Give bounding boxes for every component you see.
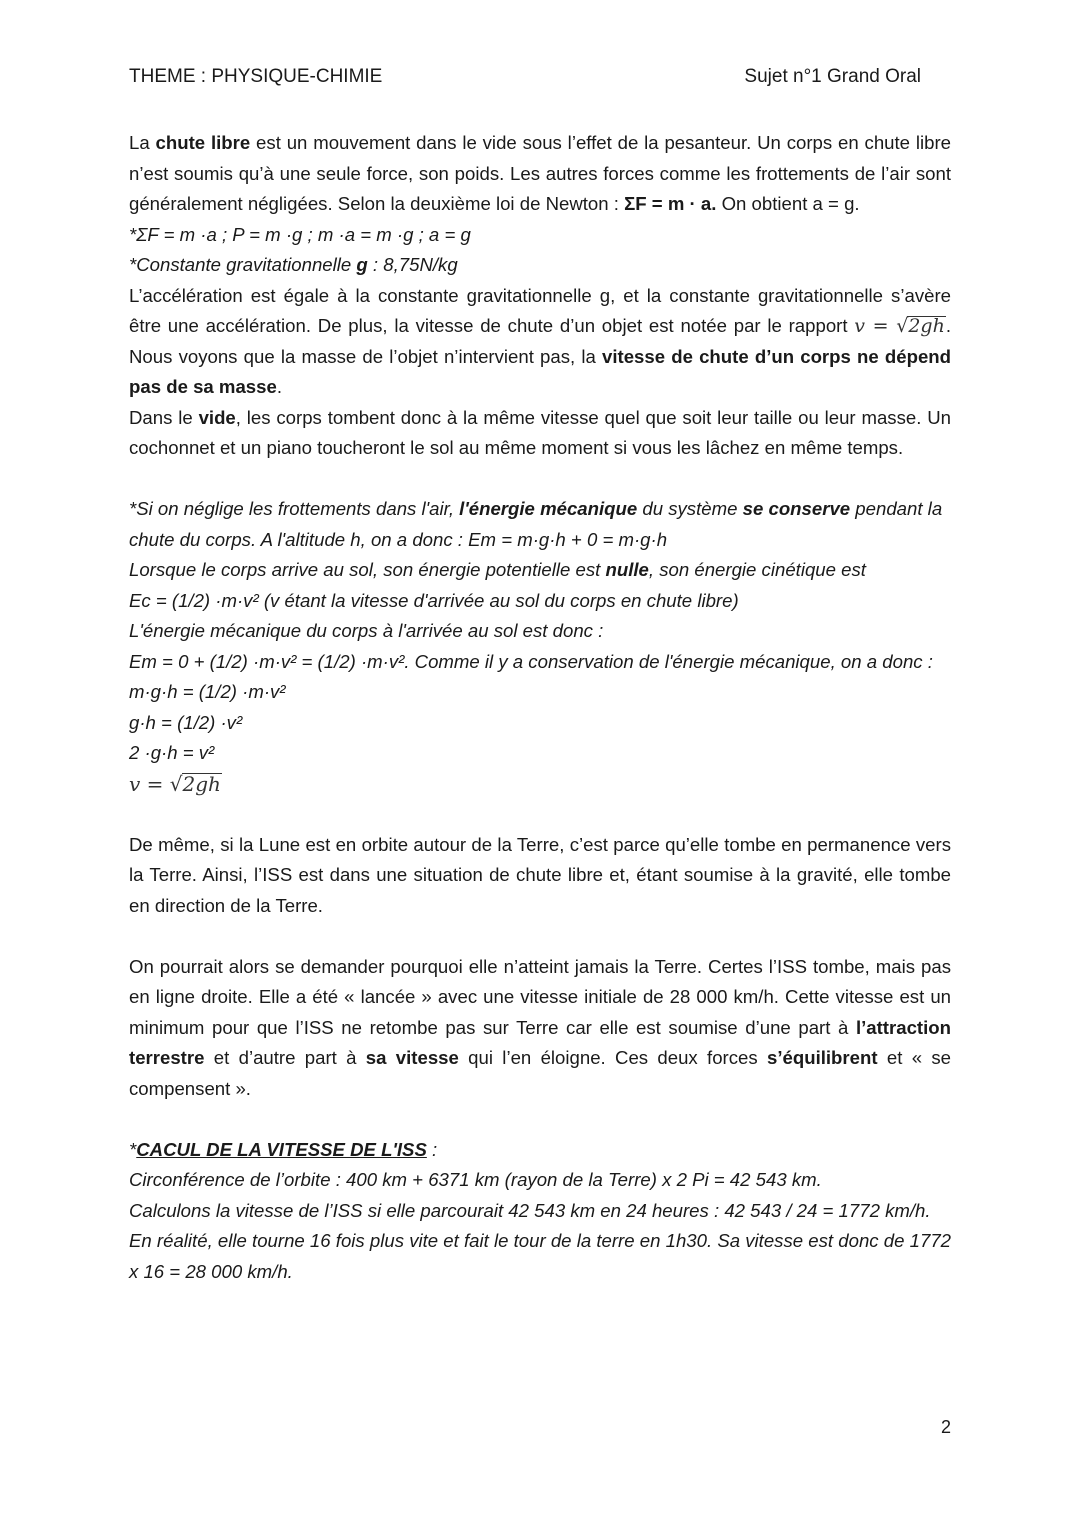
text: *Constante gravitationnelle: [129, 254, 357, 275]
text: On pourrait alors se demander pourquoi elle n’atteint jamais la Terre. Certes l’ISS tombe, mais pas en ligne droite. Elle a été « lancée » avec une vitesse initiale de 28 000 km/h. Cette vitesse est un minimum pour que l’ISS ne retombe pas sur Terre car elle est soumise d’une part à: [129, 955, 951, 1038]
bold-term: s’équilibrent: [767, 1047, 878, 1068]
equation-line: *ΣF = m ·a ; P = m ·g ; m ·a = m ·g ; a = g: [129, 223, 471, 245]
velocity-formula: v = √2gh: [129, 771, 221, 796]
text: : 8,75N/kg: [367, 254, 458, 275]
paragraph-iss: [129, 952, 951, 1105]
iss-calculation: [129, 1135, 951, 1288]
text: et d’autre part à: [204, 1047, 366, 1068]
text: et « se compensent ».: [129, 1047, 951, 1099]
bold-term: sa vitesse: [365, 1047, 459, 1068]
text: du système: [637, 498, 743, 519]
bold-term: l’attraction terrestre: [129, 1016, 951, 1068]
equation-step: 2 ·g·h = v²: [129, 742, 215, 763]
radicand: 2gh: [182, 771, 221, 796]
text: :: [426, 1138, 438, 1160]
bold-term: vide: [198, 406, 236, 428]
text: , son énergie cinétique est: [648, 559, 866, 580]
velocity-formula: v = √2gh: [854, 315, 945, 337]
bold-term: se conserve: [742, 498, 851, 519]
bold-term: l'énergie mécanique: [459, 498, 638, 519]
text: Dans le: [129, 406, 199, 428]
equation-step: m·g·h = (1/2) ·m·v²: [129, 681, 286, 702]
paragraph-vide: [129, 403, 951, 464]
calc-line: En réalité, elle tourne 16 fois plus vite et fait le tour de la terre en 1h30. Sa vitesse est donc de 1772 x 16 = 28 000 km/h.: [129, 1230, 951, 1282]
paragraph-acceleration: [129, 281, 951, 403]
paragraph-lune: De même, si la Lune est en orbite autour de la Terre, c’est parce qu’elle tombe en permanence vers la Terre. Ainsi, l’ISS est dans une situation de chute libre et, étant soumise à la gravité, elle tombe en direction de la Terre.: [129, 833, 951, 916]
calc-line: Calculons la vitesse de l’ISS si elle parcourait 42 543 km en 24 heures : 42 543 / 24 = 1772 km/h.: [129, 1199, 931, 1221]
document-body: [129, 128, 951, 1287]
text: Lorsque le corps arrive au sol, son énergie potentielle est: [129, 559, 606, 580]
text: est un mouvement dans le vide sous l’effet de la pesanteur. Un corps en chute libre n’est soumis qu’à une seule force, son poids. Les autres forces comme les frottements de l’air sont généralement négligées. Selon la deuxième loi de Newton :: [129, 132, 951, 214]
paragraph-chute-libre: [129, 128, 951, 220]
gravitational-constant: [129, 250, 951, 281]
text: qui l’en éloigne. Ces deux forces: [458, 1047, 767, 1068]
energy-derivation: [129, 494, 944, 799]
equation-step: g·h = (1/2) ·v²: [129, 711, 243, 733]
text: L’accélération est égale à la constante gravitationnelle g, et la constante gravitationnelle s’avère être une accélération. De plus, la vitesse de chute d’un objet est notée par le rapport: [129, 284, 951, 336]
calc-title: CACUL DE LA VITESSE DE L'ISS: [136, 1138, 427, 1160]
kinetic-energy-line: Ec = (1/2) ·m·v² (v étant la vitesse d'arrivée au sol du corps en chute libre): [129, 589, 739, 611]
header-theme: THEME : PHYSIQUE-CHIMIE: [129, 66, 383, 87]
calc-line: Circonférence de l’orbite : 400 km + 6371 km (rayon de la Terre) x 2 Pi = 42 543 km.: [129, 1169, 822, 1190]
text: .: [276, 376, 282, 397]
bold-term: nulle: [605, 559, 649, 580]
bold-conclusion: vitesse de chute d’un corps ne dépend pas de sa masse: [129, 345, 952, 397]
mechanical-energy-line: Em = 0 + (1/2) ·m·v² = (1/2) ·m·v². Comme il y a conservation de l'énergie mécanique, on a donc :: [129, 650, 933, 672]
text-line: L'énergie mécanique du corps à l'arrivée au sol est donc :: [129, 620, 604, 641]
text: On obtient a = g.: [716, 193, 860, 214]
formula-lhs: v =: [129, 771, 170, 796]
bold-term: chute libre: [155, 132, 251, 153]
newton-law: ΣF = m · a.: [624, 193, 717, 214]
text: *: [129, 1138, 137, 1160]
text: La: [129, 132, 156, 153]
text: *Si on néglige les frottements dans l'air,: [129, 498, 460, 519]
radicand: 2gh: [908, 315, 945, 337]
text: , les corps tombent donc à la même vitesse quel que soit leur taille ou leur masse. Un cochonnet et un piano toucheront le sol au même moment si vous les lâchez en même temps.: [129, 406, 952, 458]
bold-symbol: g: [356, 254, 368, 275]
page-number: 2: [940, 1417, 951, 1437]
text: . Nous voyons que la masse de l’objet n’intervient pas, la: [129, 315, 952, 367]
calc-heading: [129, 1135, 951, 1166]
header-subject: Sujet n°1 Grand Oral: [744, 66, 921, 87]
formula-lhs: v =: [854, 315, 897, 337]
text: pendant la chute du corps. A l'altitude h, on a donc : Em = m·g·h + 0 = m·g·h: [129, 498, 943, 550]
